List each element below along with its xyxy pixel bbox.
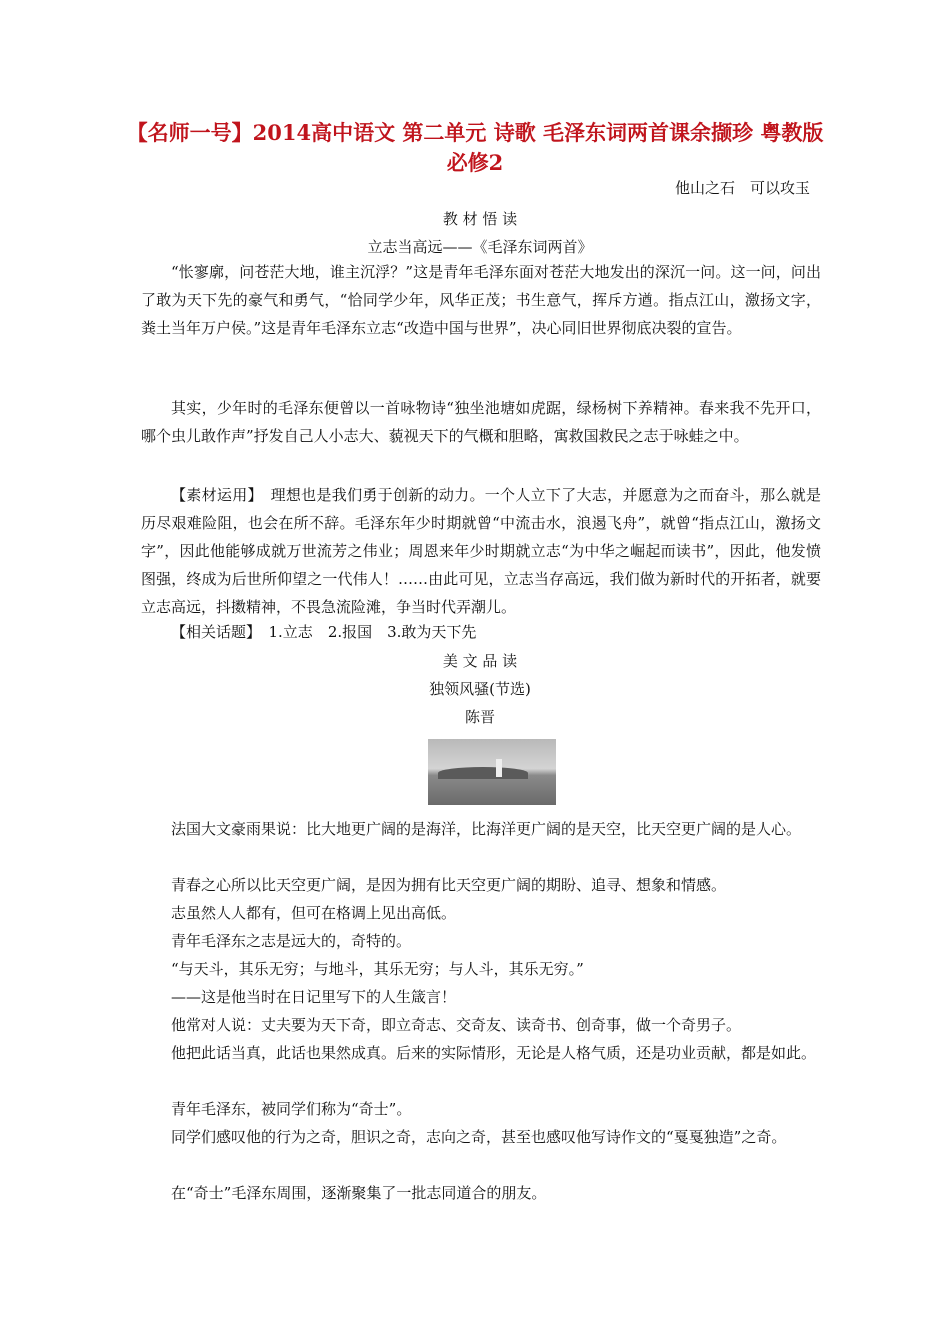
document-title: 【名师一号】2014高中语文 第二单元 诗歌 毛泽东词两首课余撷珍 粤教版必修2 xyxy=(126,120,824,175)
tower-shape xyxy=(496,759,502,777)
paragraph: 法国大文豪雨果说：比大地更广阔的是海洋，比海洋更广阔的是天空，比天空更广阔的是人心。 xyxy=(171,820,802,838)
paragraph: 他常对人说：丈夫要为天下奇，即立奇志、交奇友、读奇书、创奇事，做一个奇男子。 xyxy=(171,1016,742,1034)
paragraph: “怅寥廓，问苍茫大地，谁主沉浮？”这是青年毛泽东面对苍茫大地发出的深沉一问。这一问，问出了敢为天下先的豪气和勇气，“恰同学少年，风华正茂；书生意气，挥斥方遒。指点江山，激扬文字，粪土当年万户侯。”这是青年毛泽东立志“改造中国与世界”，决心同旧世界彻底决裂的宣告。 xyxy=(141,263,821,337)
hill-shape xyxy=(438,767,528,779)
paragraph: 同学们感叹他的行为之奇，胆识之奇，志向之奇，甚至也感叹他写诗作文的“戛戛独造”之奇。 xyxy=(171,1128,787,1146)
quote-paragraph: “与天斗，其乐无穷；与地斗，其乐无穷；与人斗，其乐无穷。” xyxy=(171,960,584,978)
paragraph: 在“奇士”毛泽东周围，逐渐聚集了一批志同道合的朋友。 xyxy=(171,1184,547,1202)
article-author: 陈晋 xyxy=(464,708,495,726)
article-title: 独领风骚(节选) xyxy=(429,680,531,698)
paragraph: 其实，少年时的毛泽东便曾以一首咏物诗“独坐池塘如虎踞，绿杨树下养精神。春来我不先开口，哪个虫儿敢作声”抒发自己人小志大、藐视天下的气概和胆略，寓救国救民之志于咏蛙之中。 xyxy=(141,399,821,445)
paragraph: 青春之心所以比天空更广阔，是因为拥有比天空更广阔的期盼、追寻、想象和情感。 xyxy=(171,876,727,894)
section-subheading: 立志当高远——《毛泽东词两首》 xyxy=(367,238,593,256)
section-heading-reading: 美 文 品 读 xyxy=(442,652,518,670)
lake-photo xyxy=(428,739,556,805)
paragraph: 青年毛泽东之志是远大的，奇特的。 xyxy=(171,932,412,950)
paragraph: 志虽然人人都有，但可在格调上见出高低。 xyxy=(171,904,457,922)
paragraph: 他把此话当真，此话也果然成真。后来的实际情形，无论是人格气质，还是功业贡献，都是如此。 xyxy=(171,1044,817,1062)
motto: 他山之石 可以攻玉 xyxy=(674,179,810,197)
related-topics: 【相关话题】 1.立志 2.报国 3.敢为天下先 xyxy=(171,623,477,641)
material-use-paragraph: 【素材运用】 理想也是我们勇于创新的动力。一个人立下了大志，并愿意为之而奋斗，那么就是历尽艰难险阻，也会在所不辞。毛泽东年少时期就曾“中流击水，浪遏飞舟”，就曾“指点江山，激扬文字”，因此他能够成就万世流芳之伟业；周恩来年少时期就立志“为中华之崛起而读书”，因此，他发愤图强，终成为后世所仰望之一代伟人！……由此可见，立志当存高远，我们做为新时代的开拓者，就要立志高远，抖擞精神，不畏急流险滩，争当时代弄潮儿。 xyxy=(141,486,821,616)
section-heading-textbook: 教 材 悟 读 xyxy=(442,210,518,228)
paragraph: 青年毛泽东，被同学们称为“奇士”。 xyxy=(171,1100,412,1118)
paragraph: ——这是他当时在日记里写下的人生箴言！ xyxy=(171,988,457,1006)
